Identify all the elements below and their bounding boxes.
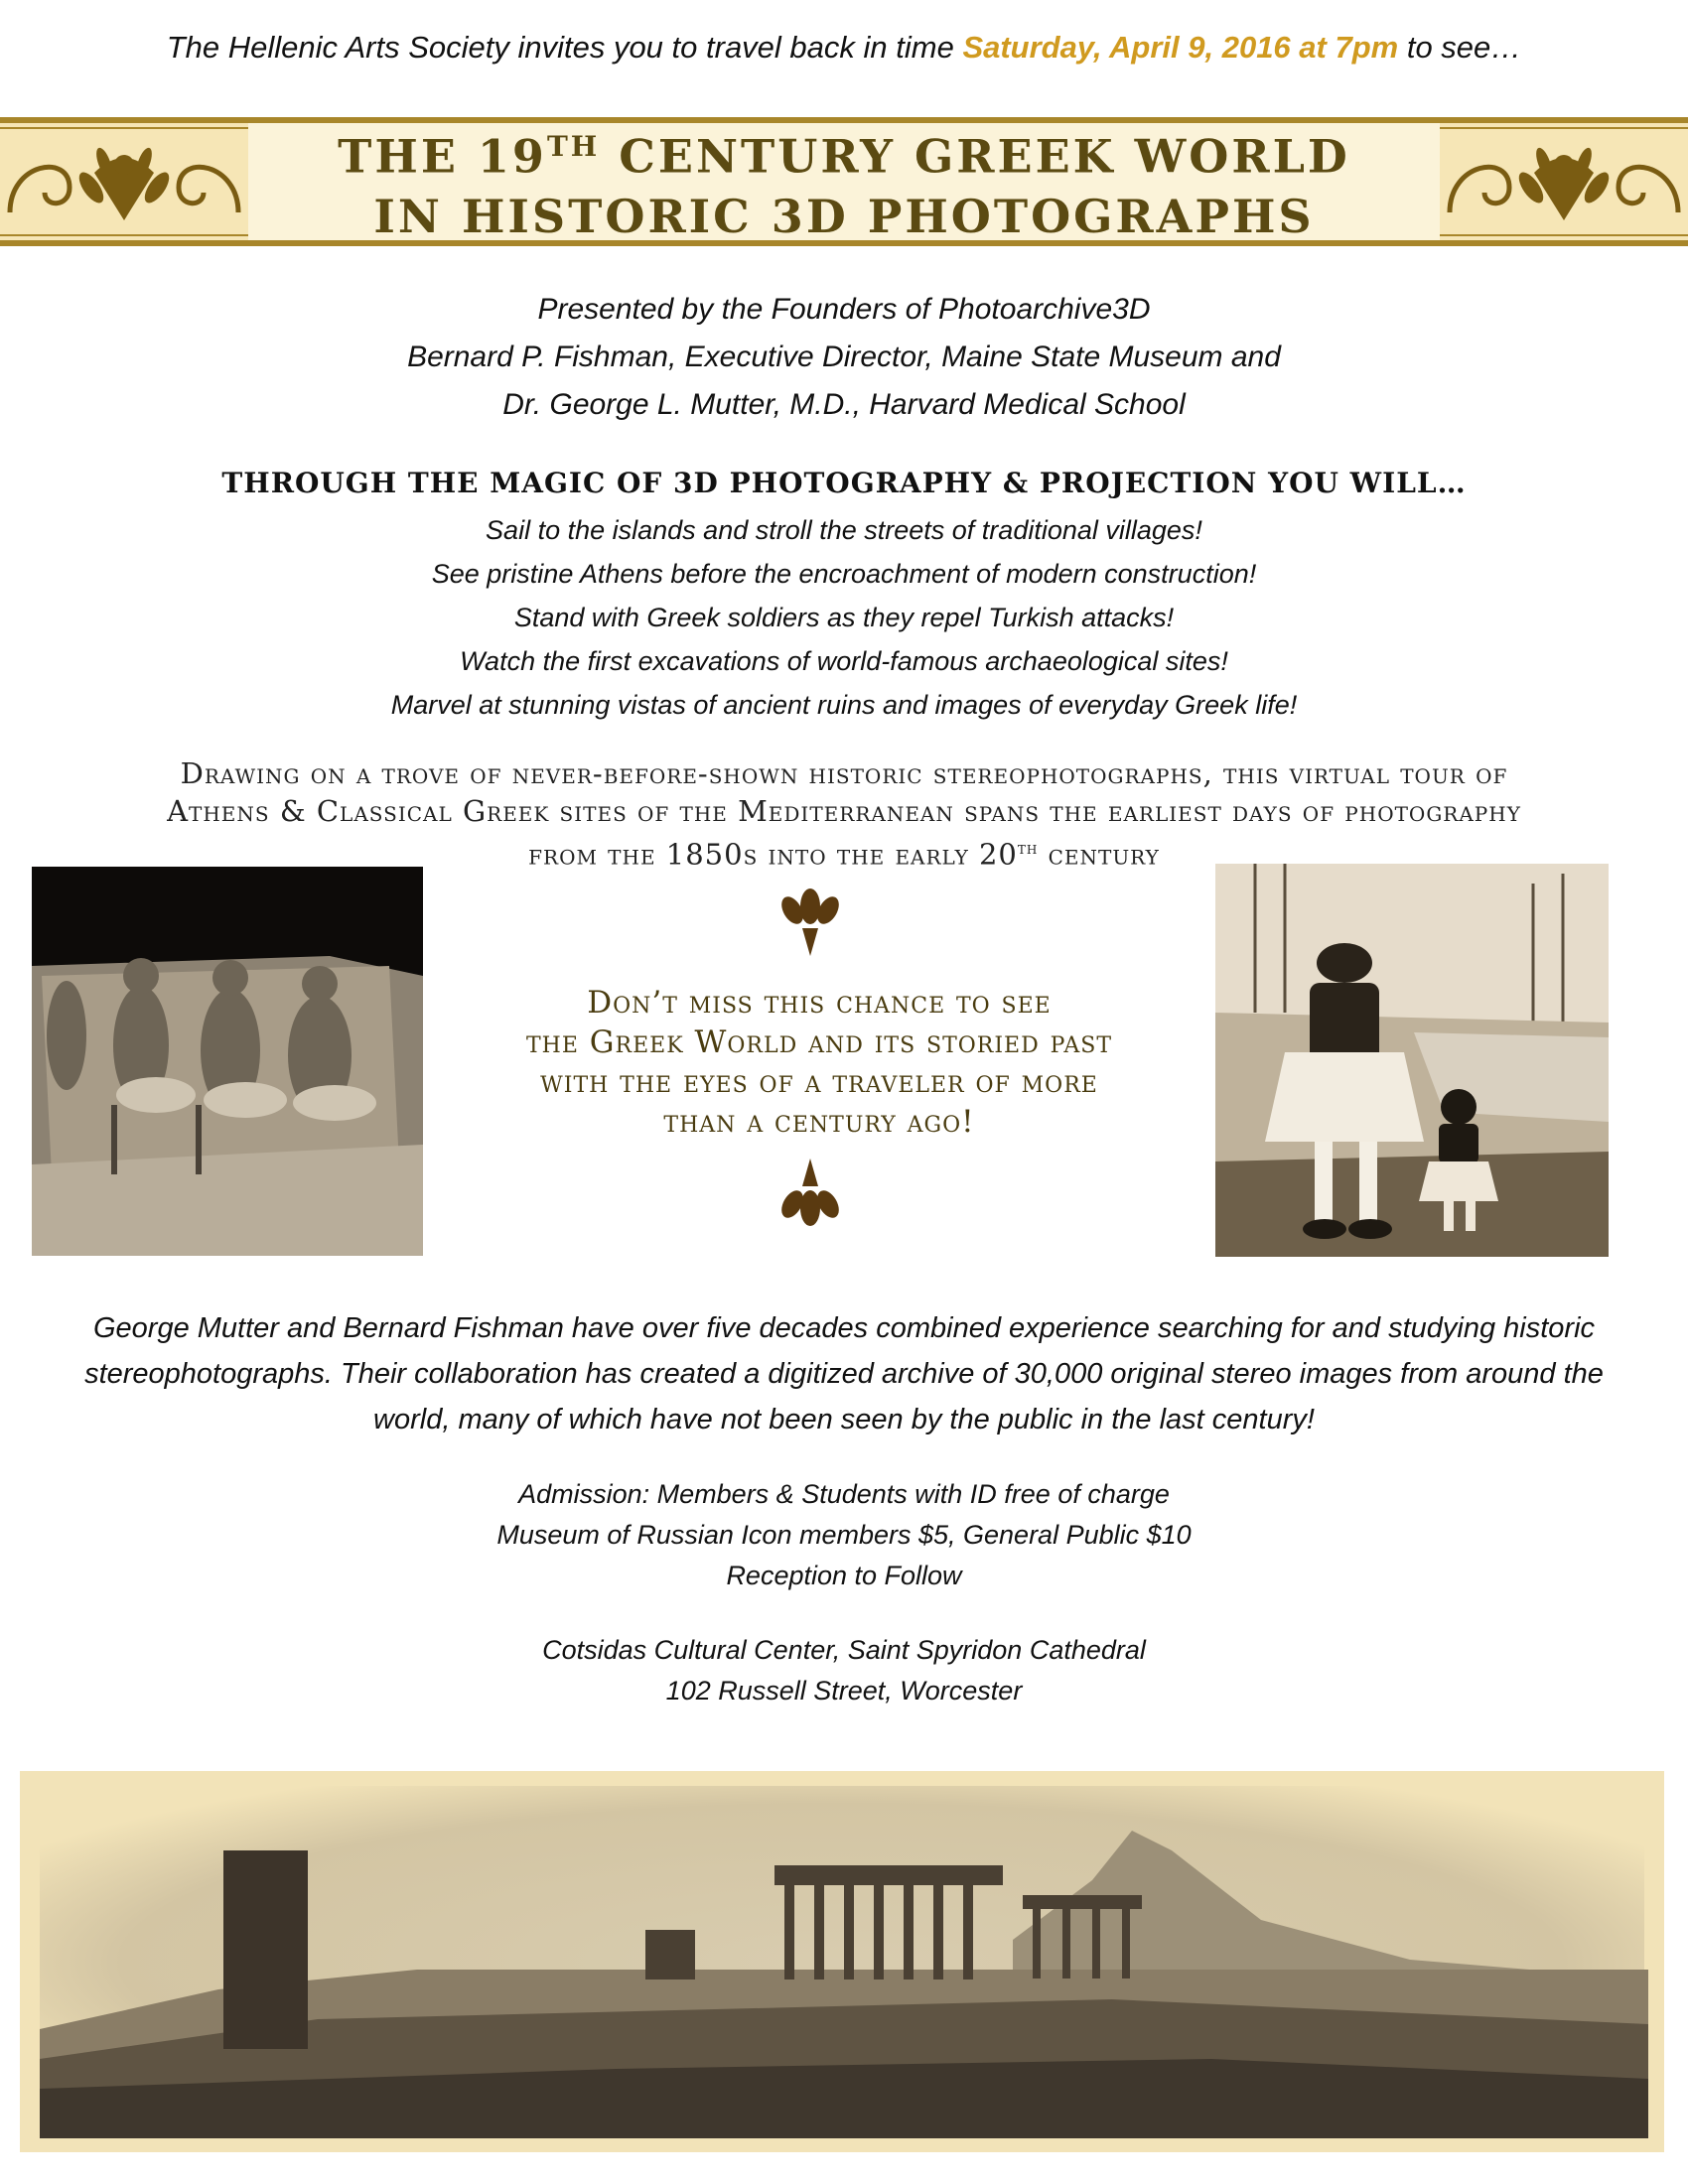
bio-line: George Mutter and Bernard Fishman have over five decades combined experience searching for and studying historic — [92, 1312, 1596, 1344]
dont-miss-line: with the eyes of a traveler of more — [540, 1064, 1098, 1100]
palmette-ornament-icon — [0, 133, 248, 230]
invite-suffix: to see… — [1398, 30, 1522, 65]
acropolis-panorama — [20, 1771, 1664, 2152]
tour-line: Athens & Classical Greek sites of the Mediterranean spans the earliest days of photography — [167, 794, 1521, 828]
venue-line: 102 Russell Street, Worcester — [665, 1676, 1023, 1706]
event-date: Saturday, April 9, 2016 at 7pm — [962, 30, 1399, 65]
palmette-ornament-icon — [1440, 133, 1688, 230]
admission-block — [0, 1474, 1688, 1596]
venue-line: Cotsidas Cultural Center, Saint Spyridon Cathedral — [542, 1635, 1146, 1665]
dont-miss-message — [437, 983, 1201, 1142]
bio-line: stereophotographs. Their collaboration has created a digitized archive of 30,000 original stereo images from around the — [84, 1358, 1604, 1390]
tour-description — [40, 754, 1648, 874]
title-line-1: THE 19TH CENTURY GREEK WORLD — [338, 129, 1350, 184]
invite-prefix: The Hellenic Arts Society invites you to travel back in time — [166, 30, 963, 65]
relief-photo — [32, 867, 423, 1256]
magic-heading: THROUGH THE MAGIC OF 3D PHOTOGRAPHY & PROJECTION YOU WILL… — [221, 467, 1467, 499]
title-banner — [0, 117, 1688, 246]
soldier-photo — [1215, 864, 1609, 1257]
magic-line: See pristine Athens before the encroachment of modern construction! — [431, 559, 1257, 589]
admission-line: Admission: Members & Students with ID free of charge — [518, 1479, 1170, 1509]
venue-block — [0, 1630, 1688, 1711]
admission-line: Museum of Russian Icon members $5, General Public $10 — [496, 1520, 1192, 1550]
magic-line: Sail to the islands and stroll the streets of traditional villages! — [486, 515, 1202, 545]
magic-line: Stand with Greek soldiers as they repel Turkish attacks! — [513, 603, 1175, 632]
page-title — [248, 123, 1440, 243]
title-line-2: IN HISTORIC 3D PHOTOGRAPHS — [373, 189, 1315, 243]
dont-miss-line: Don’t miss this chance to see — [587, 985, 1052, 1021]
magic-line: Marvel at stunning vistas of ancient ruins and images of everyday Greek life! — [390, 690, 1298, 720]
bio-line: world, many of which have not been seen by the public in the last century! — [373, 1404, 1315, 1435]
presenter-line: Dr. George L. Mutter, M.D., Harvard Medical School — [502, 388, 1186, 421]
presenter-line: Presented by the Founders of Photoarchive3D — [537, 293, 1151, 326]
fleur-ornament-icon — [774, 1157, 846, 1228]
bio-paragraph — [30, 1305, 1658, 1442]
magic-line: Watch the first excavations of world-famous archaeological sites! — [460, 646, 1228, 676]
tour-line: Drawing on a trove of never-before-shown historic stereophotographs, this virtual tour of — [180, 756, 1508, 790]
dont-miss-line: the Greek World and its storied past — [526, 1024, 1112, 1060]
fleur-ornament-icon — [774, 887, 846, 958]
tour-line: from the 1850s into the early 20th century — [528, 837, 1160, 872]
presenter-line: Bernard P. Fishman, Executive Director, Maine State Museum and — [407, 341, 1281, 373]
admission-line: Reception to Follow — [726, 1561, 962, 1590]
dont-miss-line: than a century ago! — [663, 1104, 975, 1140]
invite-line — [0, 30, 1688, 66]
presenters-block — [0, 286, 1688, 429]
magic-list — [0, 508, 1688, 727]
